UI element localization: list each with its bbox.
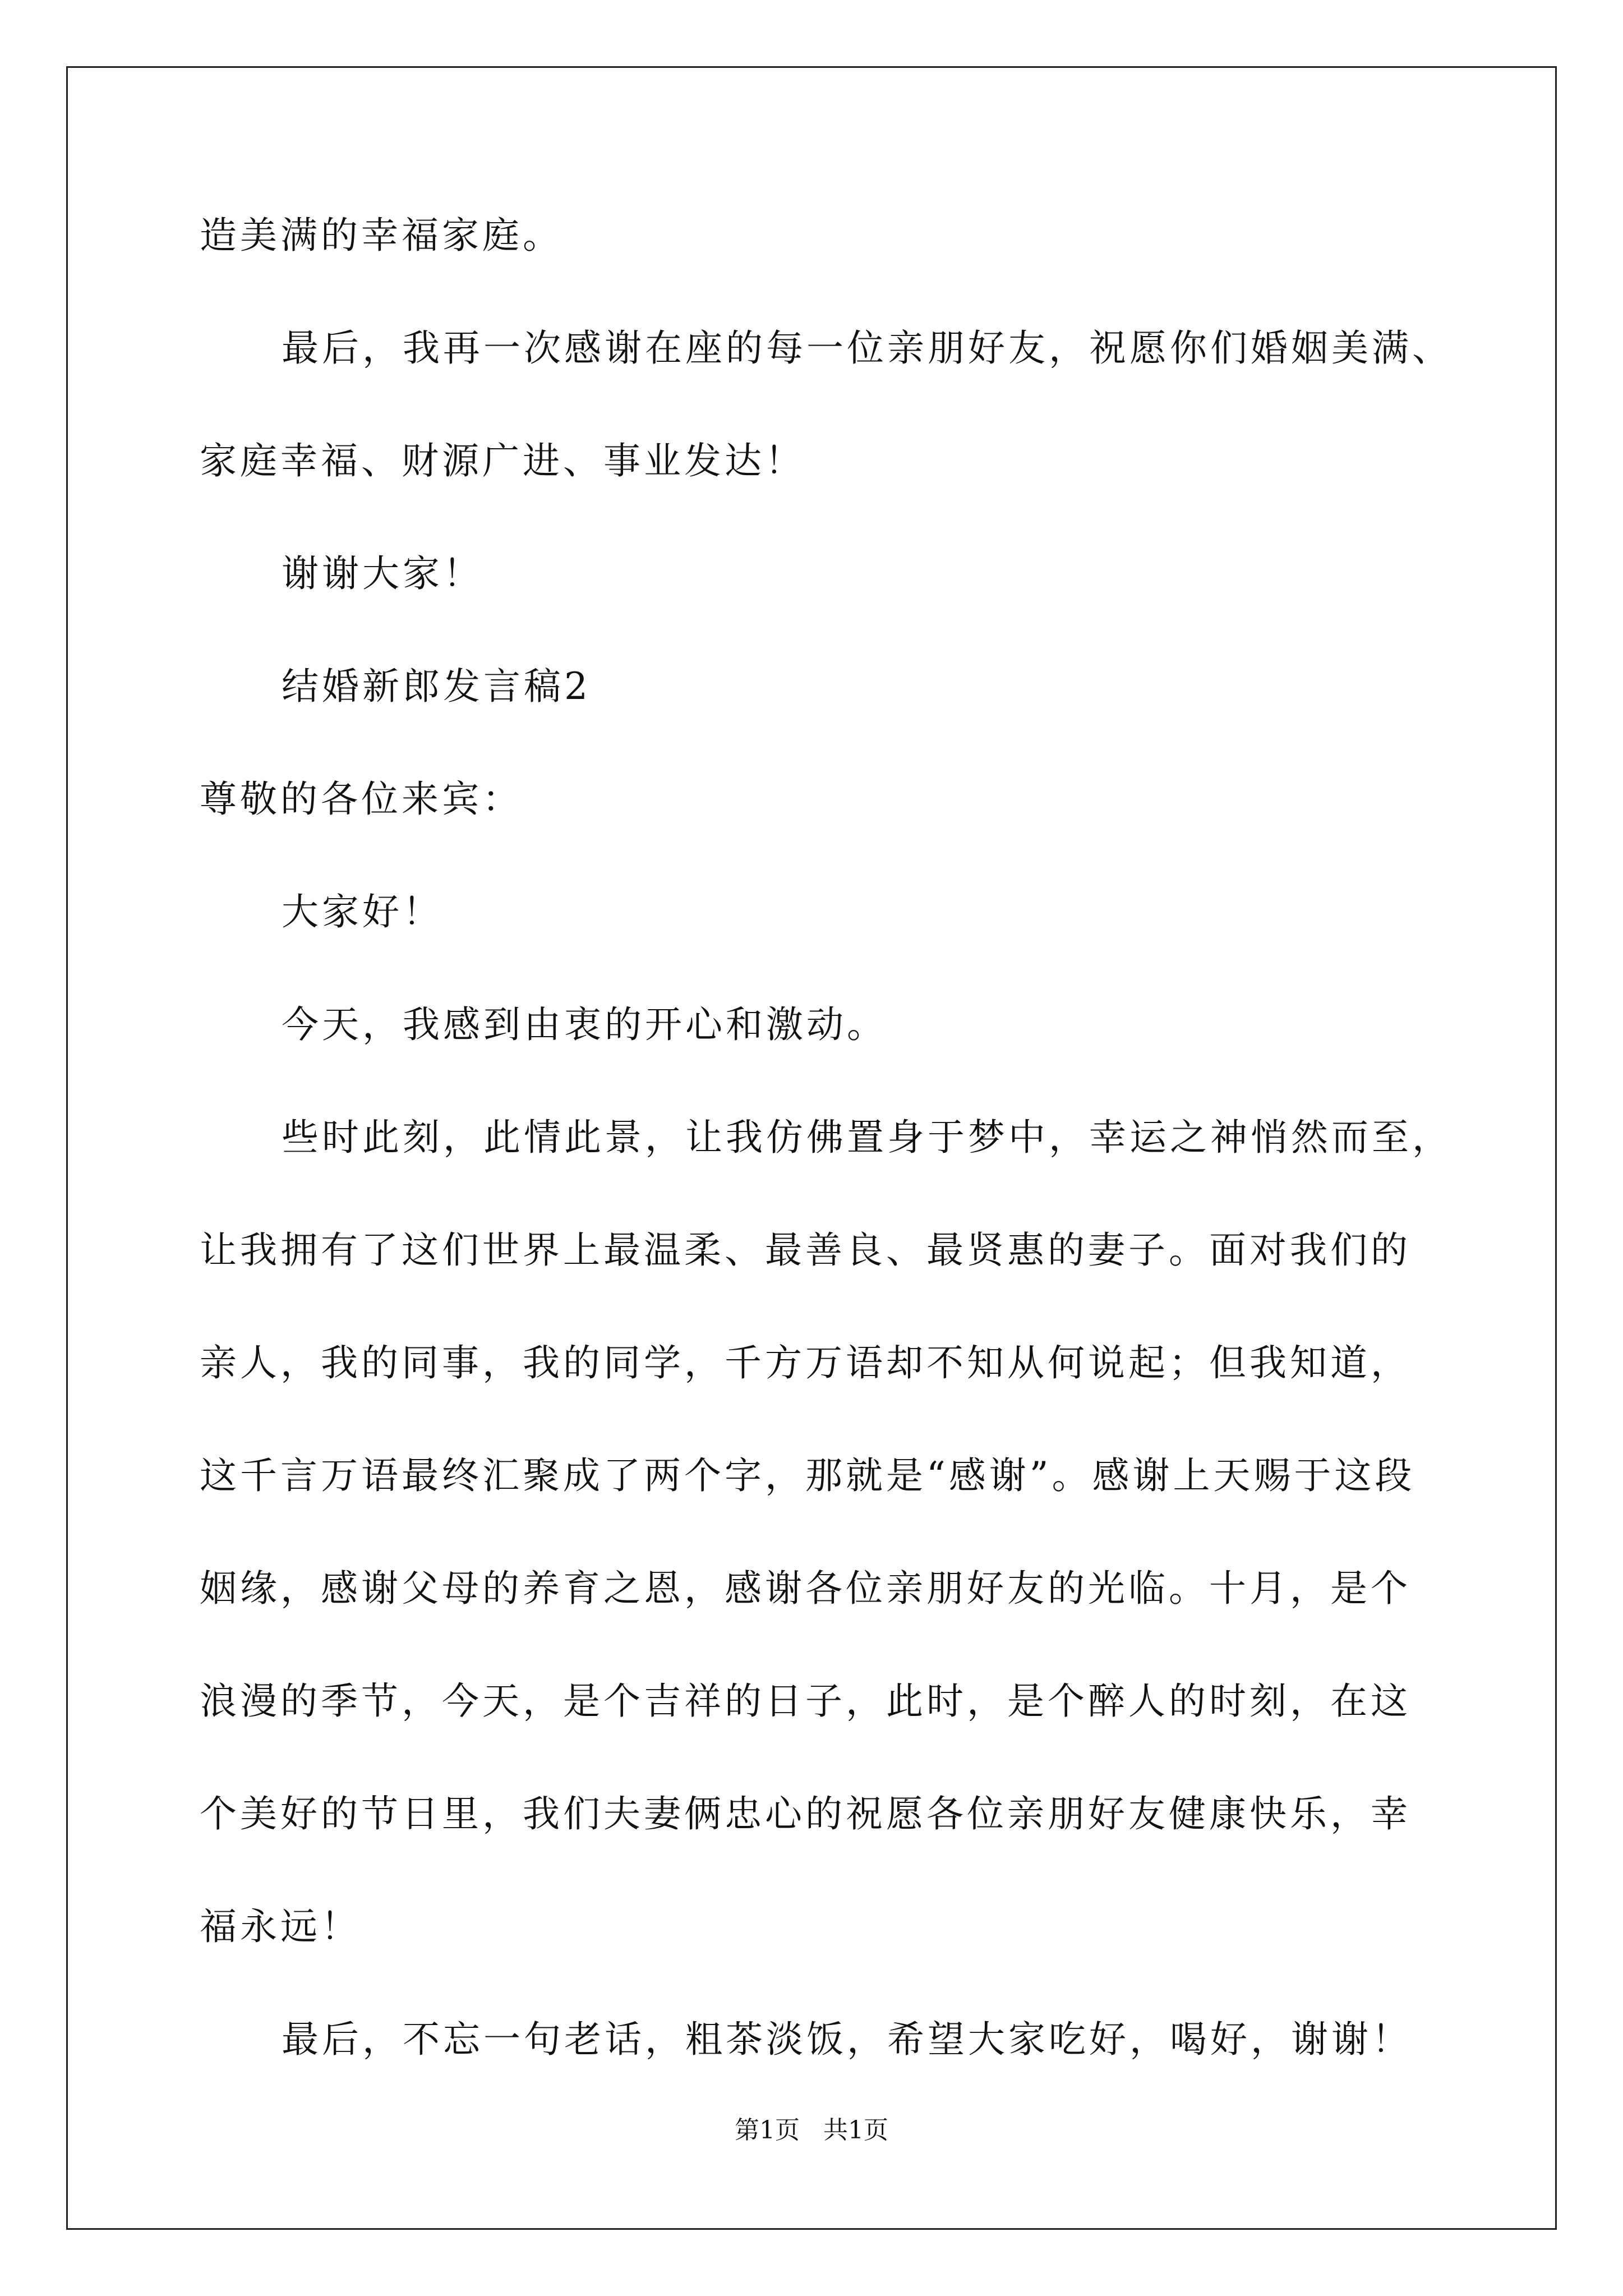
section-heading: 结婚新郎发言稿2 (282, 665, 591, 708)
paragraph-line: 让我拥有了这们世界上最温柔、最善良、最贤惠的妻子。面对我们的 (200, 1228, 1411, 1272)
page-number-total: 共1页 (823, 2116, 888, 2145)
paragraph-line: 些时此刻，此情此景，让我仿佛置身于梦中，幸运之神悄然而至， (282, 1116, 1453, 1159)
paragraph-line: 今天，我感到由衷的开心和激动。 (282, 1003, 887, 1046)
salutation: 尊敬的各位来宾： (200, 777, 523, 821)
paragraph-line: 福永远！ (200, 1905, 361, 1948)
paragraph-line: 姻缘，感谢父母的养育之恩，感谢各位亲朋好友的光临。十月，是个 (200, 1567, 1411, 1610)
paragraph-line: 浪漫的季节，今天，是个吉祥的日子，此时，是个醉人的时刻，在这 (200, 1680, 1411, 1723)
greeting-line: 大家好！ (282, 890, 443, 933)
paragraph-line: 这千言万语最终汇聚成了两个字，那就是“感谢”。感谢上天赐于这段 (200, 1454, 1415, 1497)
paragraph-line: 谢谢大家！ (282, 552, 483, 595)
page-number-current: 第1页 (735, 2116, 800, 2145)
paragraph-line: 亲人，我的同事，我的同学，千方万语却不知从何说起；但我知道， (200, 1341, 1411, 1384)
paragraph-line: 最后，我再一次感谢在座的每一位亲朋好友，祝愿你们婚姻美满、 (282, 326, 1453, 370)
paragraph-line: 造美满的幸福家庭。 (200, 214, 563, 257)
paragraph-line: 最后，不忘一句老话，粗茶淡饭，希望大家吃好，喝好，谢谢！ (282, 2018, 1412, 2061)
paragraph-line: 个美好的节日里，我们夫妻俩忠心的祝愿各位亲朋好友健康快乐，幸 (200, 1792, 1411, 1835)
page-footer (0, 2115, 1623, 2146)
document-body (200, 213, 1490, 2130)
paragraph-line: 家庭幸福、财源广进、事业发达！ (200, 439, 805, 482)
